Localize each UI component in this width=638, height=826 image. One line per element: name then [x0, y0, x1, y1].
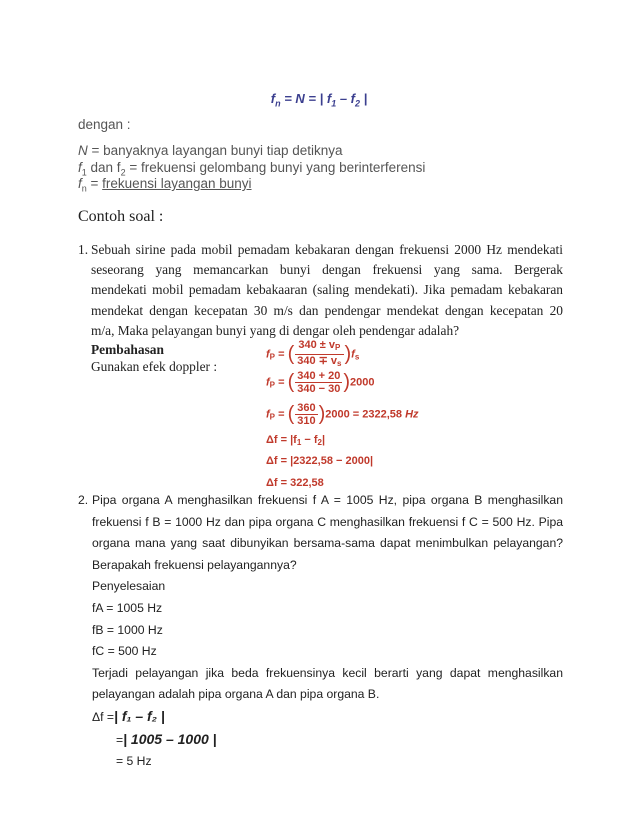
eq4-end: |	[321, 434, 326, 446]
eq1-lhs-sub: P	[269, 352, 276, 362]
eq1-paren-open: (	[287, 343, 295, 365]
soal-2-number: 2.	[78, 493, 89, 507]
eq1-den: 340 ∓ v	[297, 355, 338, 367]
eq3-tail: 2000 = 2322,58	[325, 408, 406, 421]
soal-1-line: mendekati mobil pemadam kebakaaran (saling mendekati). Jika pemadam kebakaran	[91, 282, 563, 298]
soal-2-line: frekuensi f B = 1000 Hz dan pipa organa C menghasilkan frekuensi f C = 500 Hz. Pipa	[92, 514, 563, 529]
formula-end: |	[360, 91, 368, 106]
def-n-symbol: N	[78, 143, 88, 158]
soal-2-line: pelayangan adalah pipa organa A dan pipa organa B.	[92, 687, 380, 702]
soal-1-number: 1.	[78, 242, 89, 257]
eq3-eq: =	[275, 408, 288, 421]
eq2-fraction	[295, 370, 342, 395]
eq3-paren-close: )	[318, 403, 326, 425]
def-f12-text: = frekuensi gelombang bunyi yang berinterferensi	[125, 160, 426, 175]
soal-1-line: mendekat dengan kecepatan 30 m/s dan pendengar mendekat dengan kecepatan 20	[91, 302, 563, 318]
eq3-num: 360	[297, 402, 316, 414]
eq4-mid: − f	[301, 434, 318, 446]
eq3-unit: Hz	[405, 408, 419, 421]
delta-f-line-1	[92, 706, 563, 729]
doppler-eq-2	[266, 370, 375, 395]
formula-f1-sub: 1	[331, 98, 337, 109]
def-f1-sub: 1	[81, 167, 87, 178]
soal-2-line: fA = 1005 Hz	[92, 600, 163, 615]
soal-1-line: seseorang yang memancarkan bunyi dengan frekuensi yang sama. Bergerak	[91, 262, 563, 278]
eq1-tail-sub: s	[354, 352, 360, 362]
eq1-fraction	[295, 339, 343, 370]
dengan-label: dengan :	[78, 117, 131, 132]
def-n-text: = banyaknya layangan bunyi tiap detiknya	[87, 143, 343, 158]
soal-2-line: Penyelesaian	[92, 579, 166, 594]
eq2-tail: 2000	[350, 376, 375, 389]
eq1-paren-close: )	[344, 343, 352, 365]
eq2-lhs: f	[266, 376, 270, 389]
formula-mid: = N = | f	[280, 91, 332, 106]
eq3-paren-open: (	[287, 403, 295, 425]
delta-f-label: Δf =	[92, 709, 115, 724]
eq1-eq: =	[275, 348, 288, 361]
soal-2-line: Terjadi pelayangan jika beda frekuensinya kecil berarti yang dapat menghasilkan	[92, 665, 563, 680]
soal-2-line: Berapakah frekuensi pelayangannya?	[92, 557, 297, 572]
def-f2-sub: 2	[120, 167, 126, 178]
pembahasan-label: Pembahasan	[91, 342, 164, 358]
delta-f2-expr: | 1005 – 1000 |	[123, 730, 217, 747]
eq1-lhs: f	[266, 348, 270, 361]
doppler-eq-3	[266, 402, 419, 427]
eq3-fraction	[295, 402, 317, 427]
soal-1-line: m/a, Maka pelayangan bunyi yang di dengar oleh pendengar adalah?	[91, 322, 460, 338]
soal-1-line: Sebuah sirine pada mobil pemadam kebakaran dengan frekuensi 2000 Hz mendekati	[91, 242, 563, 257]
def-fn-sub: n	[81, 183, 87, 194]
eq4-sub2: 2	[317, 438, 322, 447]
def-fn-symbol: f	[78, 176, 82, 191]
doppler-eq-6: Δf = 322,58	[266, 477, 324, 489]
contoh-soal-heading: Contoh soal :	[78, 208, 164, 225]
eq2-lhs-sub: P	[269, 380, 276, 390]
delta-f-line-3: = 5 Hz	[116, 754, 152, 769]
soal-2-line: fB = 1000 Hz	[92, 622, 163, 637]
doppler-eq-5: Δf = |2322,58 − 2000|	[266, 455, 374, 467]
eq1-den-sub: s	[337, 359, 342, 368]
doppler-eq-4	[266, 434, 325, 447]
def-fn-text: frekuensi layangan bunyi	[102, 176, 252, 191]
formula-fn-sub: n	[275, 98, 281, 109]
eq1-num: 340 ± v	[298, 339, 335, 351]
soal-2-line: Pipa organa A menghasilkan frekuensi f A = 1005 Hz, pipa organa B menghasilkan	[92, 493, 563, 507]
delta-f-expr: | f₁ – f₂ |	[114, 707, 165, 724]
eq2-num: 340 + 20	[297, 370, 341, 382]
doppler-eq-1	[266, 339, 359, 370]
formula-minus: – f	[336, 91, 355, 106]
definition-fn	[78, 176, 252, 194]
delta-f-line-2	[92, 729, 563, 752]
eq1-tail: f	[351, 348, 355, 361]
formula-f2-sub: 2	[355, 98, 361, 109]
eq4-start: Δf = |f	[266, 434, 297, 446]
eq2-paren-open: (	[287, 371, 295, 393]
def-fn-eq: =	[86, 176, 103, 191]
def-f2-mid: dan f	[86, 160, 121, 175]
gunakan-label: Gunakan efek doppler :	[91, 359, 218, 375]
eq1-num-sub: P	[335, 343, 341, 352]
soal-2	[78, 490, 563, 773]
eq3-den: 310	[297, 415, 316, 427]
soal-2-line: fC = 500 Hz	[92, 644, 157, 659]
header-formula	[0, 91, 638, 109]
eq2-eq: =	[275, 376, 288, 389]
formula-fn: f	[270, 91, 276, 106]
eq4-sub1: 1	[296, 438, 302, 447]
definition-n	[78, 143, 343, 158]
eq2-paren-close: )	[343, 371, 351, 393]
delta-f2-prefix: =	[116, 732, 124, 747]
def-f1-symbol: f	[78, 160, 82, 175]
soal-2-line: organa mana yang saat dibunyikan bersama-sama dapat menimbulkan pelayangan?	[92, 536, 563, 551]
eq3-lhs-sub: P	[269, 412, 276, 422]
eq2-den: 340 − 30	[297, 383, 341, 395]
eq3-lhs: f	[266, 408, 270, 421]
